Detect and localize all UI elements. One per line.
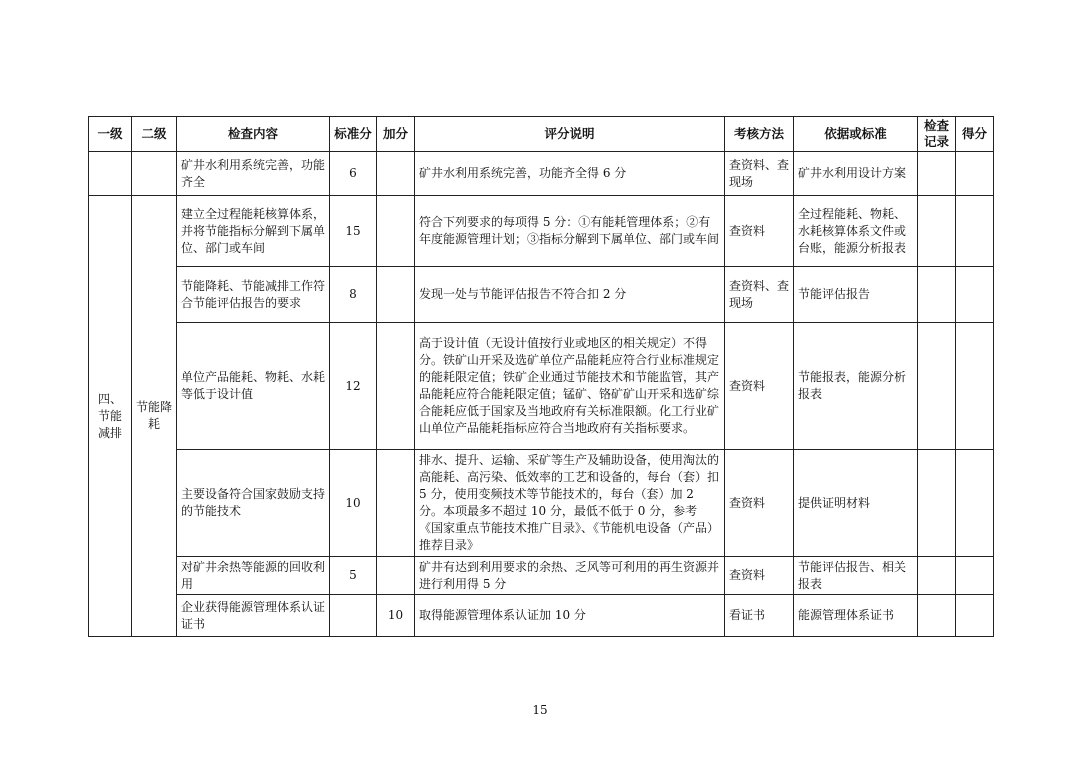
method-cell: 查资料 [725, 557, 794, 595]
table-row [89, 196, 994, 267]
basis-cell: 提供证明材料 [794, 450, 918, 557]
explanation-cell: 发现一处与节能评估报告不符合扣 2 分 [415, 267, 725, 323]
table-row [89, 450, 994, 557]
bonus-cell [377, 267, 415, 323]
explanation-cell: 高于设计值（无设计值按行业或地区的相关规定）不得分。铁矿山开采及选矿单位产品能耗应符合行业标准规定的能耗限定值；铁矿企业通过节能技术和节能监管，其产品能耗应符合能耗限定值；锰矿、铬矿矿山开采和选矿综合能耗应低于国家及当地政府有关标准限额。化工行业矿山单位产品能耗指标应符合当地政府有关指标要求。 [415, 323, 725, 450]
table-row [89, 595, 994, 637]
method-cell: 查资料 [725, 323, 794, 450]
record-cell [918, 595, 956, 637]
method-cell: 查资料 [725, 450, 794, 557]
explanation-cell: 符合下列要求的每项得 5 分：①有能耗管理体系；②有年度能源管理计划；③指标分解到下属单位、部门或车间 [415, 196, 725, 267]
content-cell: 企业获得能源管理体系认证证书 [177, 595, 330, 637]
basis-cell: 节能评估报告、相关报表 [794, 557, 918, 595]
score-cell [956, 267, 994, 323]
header-standard-score: 标准分 [330, 117, 377, 152]
explanation-cell: 矿井水利用系统完善，功能齐全得 6 分 [415, 152, 725, 196]
content-cell: 对矿井余热等能源的回收利用 [177, 557, 330, 595]
standard-cell: 5 [330, 557, 377, 595]
score-cell [956, 557, 994, 595]
method-cell: 看证书 [725, 595, 794, 637]
record-cell [918, 450, 956, 557]
header-method: 考核方法 [725, 117, 794, 152]
page-number: 15 [532, 703, 548, 717]
bonus-cell [377, 557, 415, 595]
method-cell: 查资料 [725, 196, 794, 267]
header-record: 检查记录 [918, 117, 956, 152]
bonus-cell [377, 152, 415, 196]
bonus-cell [377, 323, 415, 450]
header-row [89, 117, 994, 152]
standard-cell: 8 [330, 267, 377, 323]
evaluation-table [88, 116, 994, 637]
basis-cell: 节能报表，能源分析报表 [794, 323, 918, 450]
record-cell [918, 267, 956, 323]
record-cell [918, 557, 956, 595]
table-row [89, 267, 994, 323]
header-bonus: 加分 [377, 117, 415, 152]
record-cell [918, 196, 956, 267]
content-cell: 主要设备符合国家鼓励支持的节能技术 [177, 450, 330, 557]
method-cell: 查资料、查现场 [725, 267, 794, 323]
level2-cell: 节能降耗 [132, 196, 177, 637]
table-row [89, 323, 994, 450]
explanation-cell: 排水、提升、运输、采矿等生产及辅助设备，使用淘汰的高能耗、高污染、低效率的工艺和设备的，每台（套）扣 5 分，使用变频技术等节能技术的，每台（套）加 2 分。本项最多不超过 10 分，最低不低于 0 分，参考《国家重点节能技术推广目录》、《节能机电设备（产品）推荐目录》 [415, 450, 725, 557]
record-cell [918, 152, 956, 196]
standard-cell: 12 [330, 323, 377, 450]
level2-cell-empty [132, 152, 177, 196]
content-cell: 矿井水利用系统完善，功能齐全 [177, 152, 330, 196]
explanation-cell: 矿井有达到利用要求的余热、乏风等可利用的再生资源并进行利用得 5 分 [415, 557, 725, 595]
level1-cell: 四、节能减排 [89, 196, 132, 637]
content-cell: 建立全过程能耗核算体系，并将节能指标分解到下属单位、部门或车间 [177, 196, 330, 267]
table-row [89, 152, 994, 196]
standard-cell: 15 [330, 196, 377, 267]
bonus-cell [377, 196, 415, 267]
standard-cell: 6 [330, 152, 377, 196]
explanation-cell: 取得能源管理体系认证加 10 分 [415, 595, 725, 637]
score-cell [956, 196, 994, 267]
bonus-cell: 10 [377, 595, 415, 637]
header-level2: 二级 [132, 117, 177, 152]
score-cell [956, 152, 994, 196]
score-cell [956, 595, 994, 637]
bonus-cell [377, 450, 415, 557]
record-cell [918, 323, 956, 450]
header-score: 得分 [956, 117, 994, 152]
score-cell [956, 323, 994, 450]
level1-cell-empty [89, 152, 132, 196]
header-level1: 一级 [89, 117, 132, 152]
content-cell: 节能降耗、节能减排工作符合节能评估报告的要求 [177, 267, 330, 323]
header-basis: 依据或标准 [794, 117, 918, 152]
header-content: 检查内容 [177, 117, 330, 152]
basis-cell: 矿井水利用设计方案 [794, 152, 918, 196]
header-explanation: 评分说明 [415, 117, 725, 152]
score-cell [956, 450, 994, 557]
basis-cell: 节能评估报告 [794, 267, 918, 323]
standard-cell: 10 [330, 450, 377, 557]
basis-cell: 全过程能耗、物耗、水耗核算体系文件或台账，能源分析报表 [794, 196, 918, 267]
table-row [89, 557, 994, 595]
basis-cell: 能源管理体系证书 [794, 595, 918, 637]
standard-cell [330, 595, 377, 637]
method-cell: 查资料、查现场 [725, 152, 794, 196]
content-cell: 单位产品能耗、物耗、水耗等低于设计值 [177, 323, 330, 450]
